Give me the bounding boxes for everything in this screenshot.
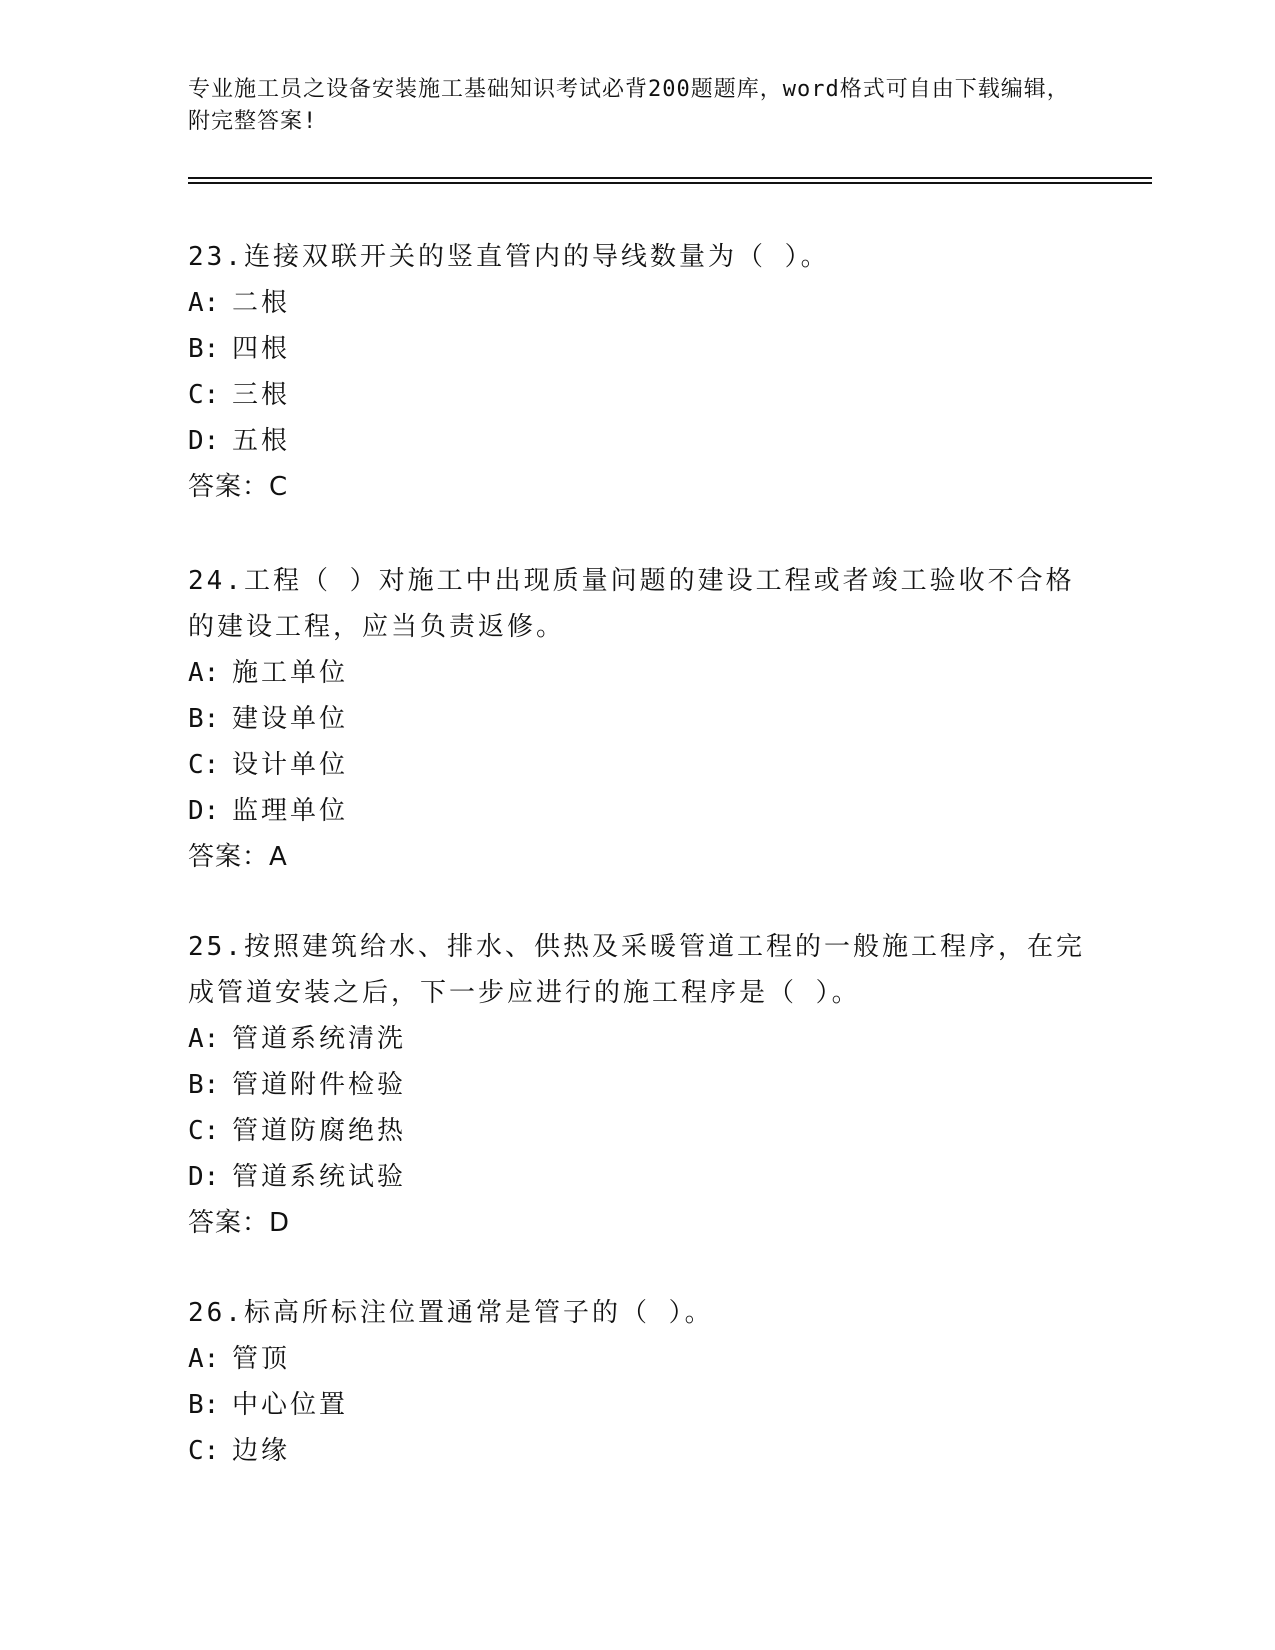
option-letter: B: <box>188 1070 220 1100</box>
option-text: 边缘 <box>232 1436 291 1466</box>
option-c <box>188 1428 1088 1474</box>
option-letter: D: <box>188 796 220 826</box>
document-header: 专业施工员之设备安装施工基础知识考试必背200题题库，word格式可自由下载编辑，附完整答案! <box>188 77 1070 134</box>
option-text: 四根 <box>232 334 291 364</box>
option-letter: A: <box>188 1344 220 1374</box>
option-text: 二根 <box>232 288 291 318</box>
answer-line: 答案：C <box>188 472 289 502</box>
question-25 <box>188 924 1088 1246</box>
option-text: 建设单位 <box>232 704 349 734</box>
option-text: 管顶 <box>232 1344 291 1374</box>
option-a <box>188 1016 1088 1062</box>
question-stem: 24.工程（ ）对施工中出现质量问题的建设工程或者竣工验收不合格的建设工程，应当负责返修。 <box>188 566 1075 642</box>
option-b <box>188 696 1088 742</box>
option-a <box>188 280 1088 326</box>
option-a <box>188 1336 1088 1382</box>
option-letter: A: <box>188 658 220 688</box>
option-d <box>188 788 1088 834</box>
question-stem: 26.标高所标注位置通常是管子的（ ）。 <box>188 1298 714 1328</box>
option-a <box>188 650 1088 696</box>
option-text: 中心位置 <box>232 1390 349 1420</box>
option-letter: D: <box>188 1162 220 1192</box>
option-letter: B: <box>188 334 220 364</box>
option-letter: C: <box>188 1436 220 1466</box>
option-c <box>188 742 1088 788</box>
option-letter: C: <box>188 380 220 410</box>
option-d <box>188 1154 1088 1200</box>
option-text: 设计单位 <box>232 750 349 780</box>
option-text: 监理单位 <box>232 796 349 826</box>
option-letter: C: <box>188 750 220 780</box>
option-c <box>188 1108 1088 1154</box>
option-text: 管道附件检验 <box>232 1070 407 1100</box>
answer-line: 答案：A <box>188 842 288 872</box>
option-text: 管道系统清洗 <box>232 1024 407 1054</box>
option-letter: A: <box>188 288 220 318</box>
answer-line: 答案：D <box>188 1208 291 1238</box>
question-23 <box>188 234 1088 510</box>
option-letter: C: <box>188 1116 220 1146</box>
option-letter: B: <box>188 1390 220 1420</box>
question-stem: 23.连接双联开关的竖直管内的导线数量为（ ）。 <box>188 242 830 272</box>
question-24 <box>188 558 1088 880</box>
option-letter: B: <box>188 704 220 734</box>
option-d <box>188 418 1088 464</box>
option-b <box>188 1382 1088 1428</box>
question-26 <box>188 1290 1088 1474</box>
option-b <box>188 326 1088 372</box>
option-text: 管道系统试验 <box>232 1162 407 1192</box>
option-text: 三根 <box>232 380 291 410</box>
option-text: 施工单位 <box>232 658 349 688</box>
option-letter: D: <box>188 426 220 456</box>
option-b <box>188 1062 1088 1108</box>
header-divider-top <box>188 177 1152 179</box>
question-stem: 25.按照建筑给水、排水、供热及采暖管道工程的一般施工程序，在完成管道安装之后，下一步应进行的施工程序是（ ）。 <box>188 932 1085 1008</box>
option-text: 五根 <box>232 426 291 456</box>
header-divider-bottom <box>188 182 1152 184</box>
option-c <box>188 372 1088 418</box>
option-letter: A: <box>188 1024 220 1054</box>
option-text: 管道防腐绝热 <box>232 1116 407 1146</box>
